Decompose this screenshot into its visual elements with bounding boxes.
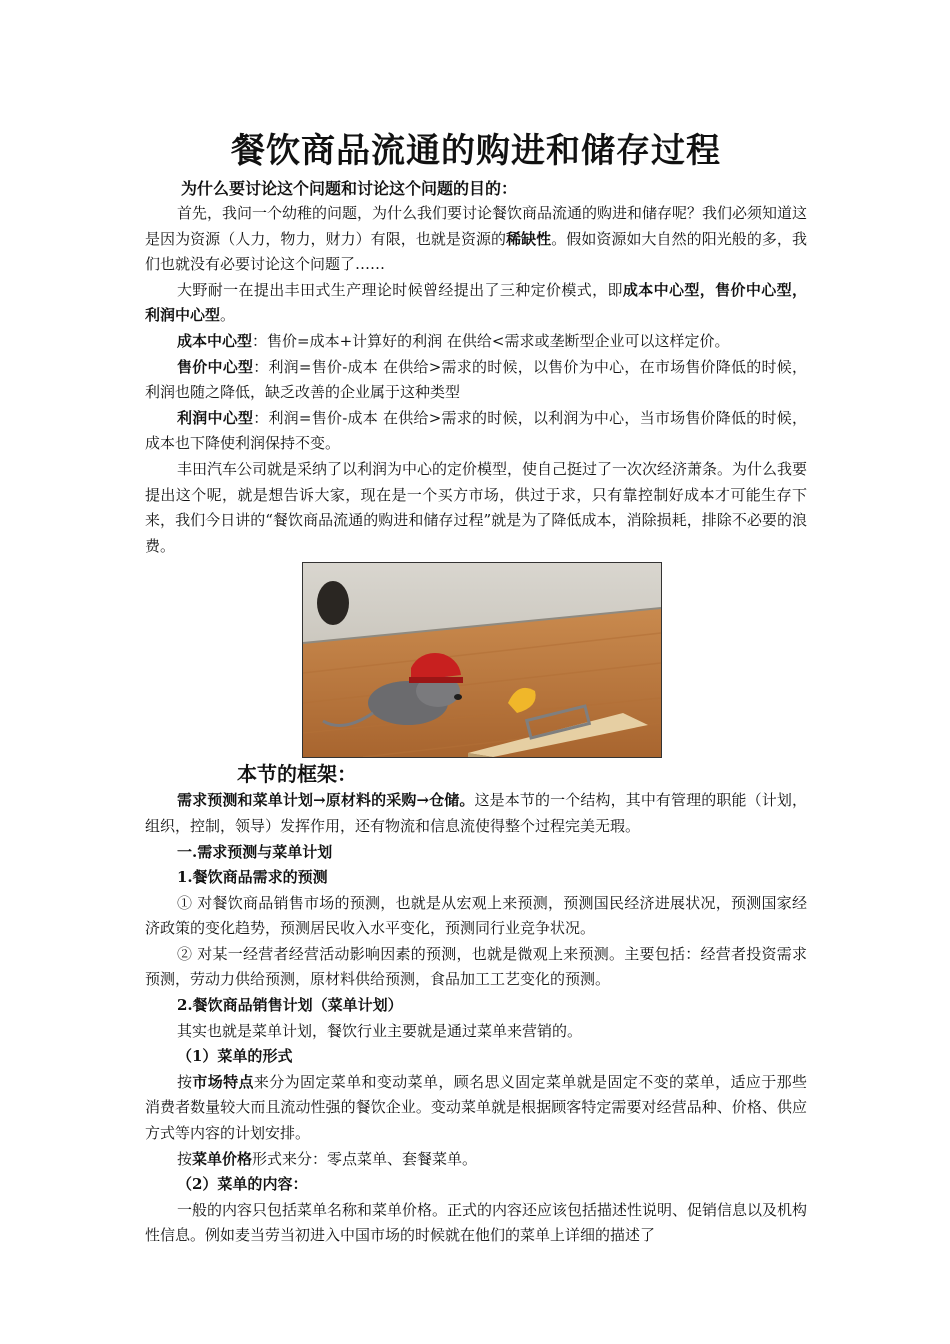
document-title: 餐饮商品流通的购进和储存过程 (231, 131, 721, 171)
paragraph-micro-forecast: ② 对某一经营者经营活动影响因素的预测，也就是微观上来预测。主要包括：经营者投资需求预测，劳动力供给预测，原材料供给预测，食品加工工艺变化的预测。 (145, 944, 807, 989)
text: 形式来分：零点菜单、套餐菜单。 (252, 1149, 478, 1168)
paragraph-framework (145, 788, 807, 839)
text: ：利润=售价-成本 在供给>需求的时候，以售价为中心，在市场售价降低的时候，利润也随之降低，缺乏改善的企业属于这种类型 (145, 357, 807, 402)
text: 按 (177, 1149, 193, 1168)
bold-text: 利润中心型 (177, 408, 254, 427)
paragraph-profit-center (145, 406, 807, 457)
text: 来分为固定菜单和变动菜单，顾名思义固定菜单就是固定不变的菜单，适应于那些消费者数量较大而且流动性强的餐饮企业。变动菜单就是根据顾客特定需要对经营品种、价格、供应方式等内容的计划安排。 (145, 1072, 807, 1143)
heading-demand-forecast-menu: 一.需求预测与菜单计划 (177, 842, 333, 861)
bold-text: 成本中心型 (177, 331, 253, 350)
text: 大野耐一在提出丰田式生产理论时候曾经提出了三种定价模式，即 (177, 280, 623, 299)
heading-sales-plan: 2.餐饮商品销售计划（菜单计划） (177, 996, 403, 1015)
heading-demand-forecast: 1.餐饮商品需求的预测 (177, 868, 328, 887)
text: 首先，我问一个幼稚的问题，为什么我们要讨论餐饮商品流通的购进和储存呢？我们必须知道这是因为资源（人力，物力，财力）有限，也就是资源的 (145, 204, 808, 248)
paragraph-pricing-models (145, 278, 807, 329)
mouse-trap-photo (302, 562, 662, 758)
text: ：售价=成本+计算好的利润 在供给<需求或垄断型企业可以这样定价。 (252, 331, 730, 350)
text: 按 (177, 1072, 193, 1091)
section-subtitle: 为什么要讨论这个问题和讨论这个问题的目的： (181, 179, 518, 198)
framework-heading: 本节的框架： (237, 762, 357, 787)
bold-text: 售价中心型 (177, 357, 254, 376)
paragraph-toyota: 丰田汽车公司就是采纳了以利润为中心的定价模型，使自己挺过了一次次经济萧条。为什么我要提出这个呢，就是想告诉大家，现在是一个买方市场，供过于求，只有靠控制好成本才可能生存下来，我们今日讲的“餐饮商品流通的购进和储存过程”就是为了降低成本，消除损耗，排除不必要的浪费。 (145, 459, 808, 555)
bold-text: 成本中心型，售价中心型，利润中心型 (145, 280, 807, 325)
paragraph-price-center (145, 355, 807, 406)
paragraph-intro (145, 201, 807, 278)
heading-menu-content: （2）菜单的内容： (177, 1175, 308, 1194)
mouse-trap-illustration (303, 563, 661, 757)
text: 。假如资源如大自然的阳光般的多，我们也就没有必要讨论这个问题了…… (145, 229, 807, 274)
paragraph-cost-center (145, 329, 807, 355)
bold-text: 市场特点 (192, 1072, 254, 1091)
text: 这是本节的一个结构，其中有管理的职能（计划，组织，控制，领导）发挥作用，还有物流和信息流使得整个过程完美无瑕。 (145, 791, 807, 835)
text: 。 (220, 306, 236, 325)
paragraph-menu-price (145, 1147, 807, 1173)
bold-text: 菜单价格 (192, 1149, 253, 1168)
bold-text: 需求预测和菜单计划→原材料的采购→仓储。 (177, 791, 475, 810)
document-body (145, 125, 807, 1249)
paragraph-macro-forecast: ① 对餐饮商品销售市场的预测，也就是从宏观上来预测，预测国民经济进展状况，预测国家经济政策的变化趋势，预测居民收入水平变化，预测同行业竞争状况。 (145, 893, 807, 938)
text: ：利润=售价-成本 在供给>需求的时候，以利润为中心，当市场售价降低的时候，成本也下降使利润保持不变。 (145, 408, 807, 453)
bold-text: 稀缺性 (506, 229, 552, 248)
paragraph-menu-plan: 其实也就是菜单计划，餐饮行业主要就是通过菜单来营销的。 (177, 1021, 583, 1040)
heading-menu-form: （1）菜单的形式 (177, 1047, 293, 1066)
paragraph-market-feature (145, 1070, 807, 1147)
paragraph-menu-content: 一般的内容只包括菜单名称和菜单价格。正式的内容还应该包括描述性说明、促销信息以及机构性信息。例如麦当劳当初进入中国市场的时候就在他们的菜单上详细的描述了 (145, 1200, 808, 1245)
